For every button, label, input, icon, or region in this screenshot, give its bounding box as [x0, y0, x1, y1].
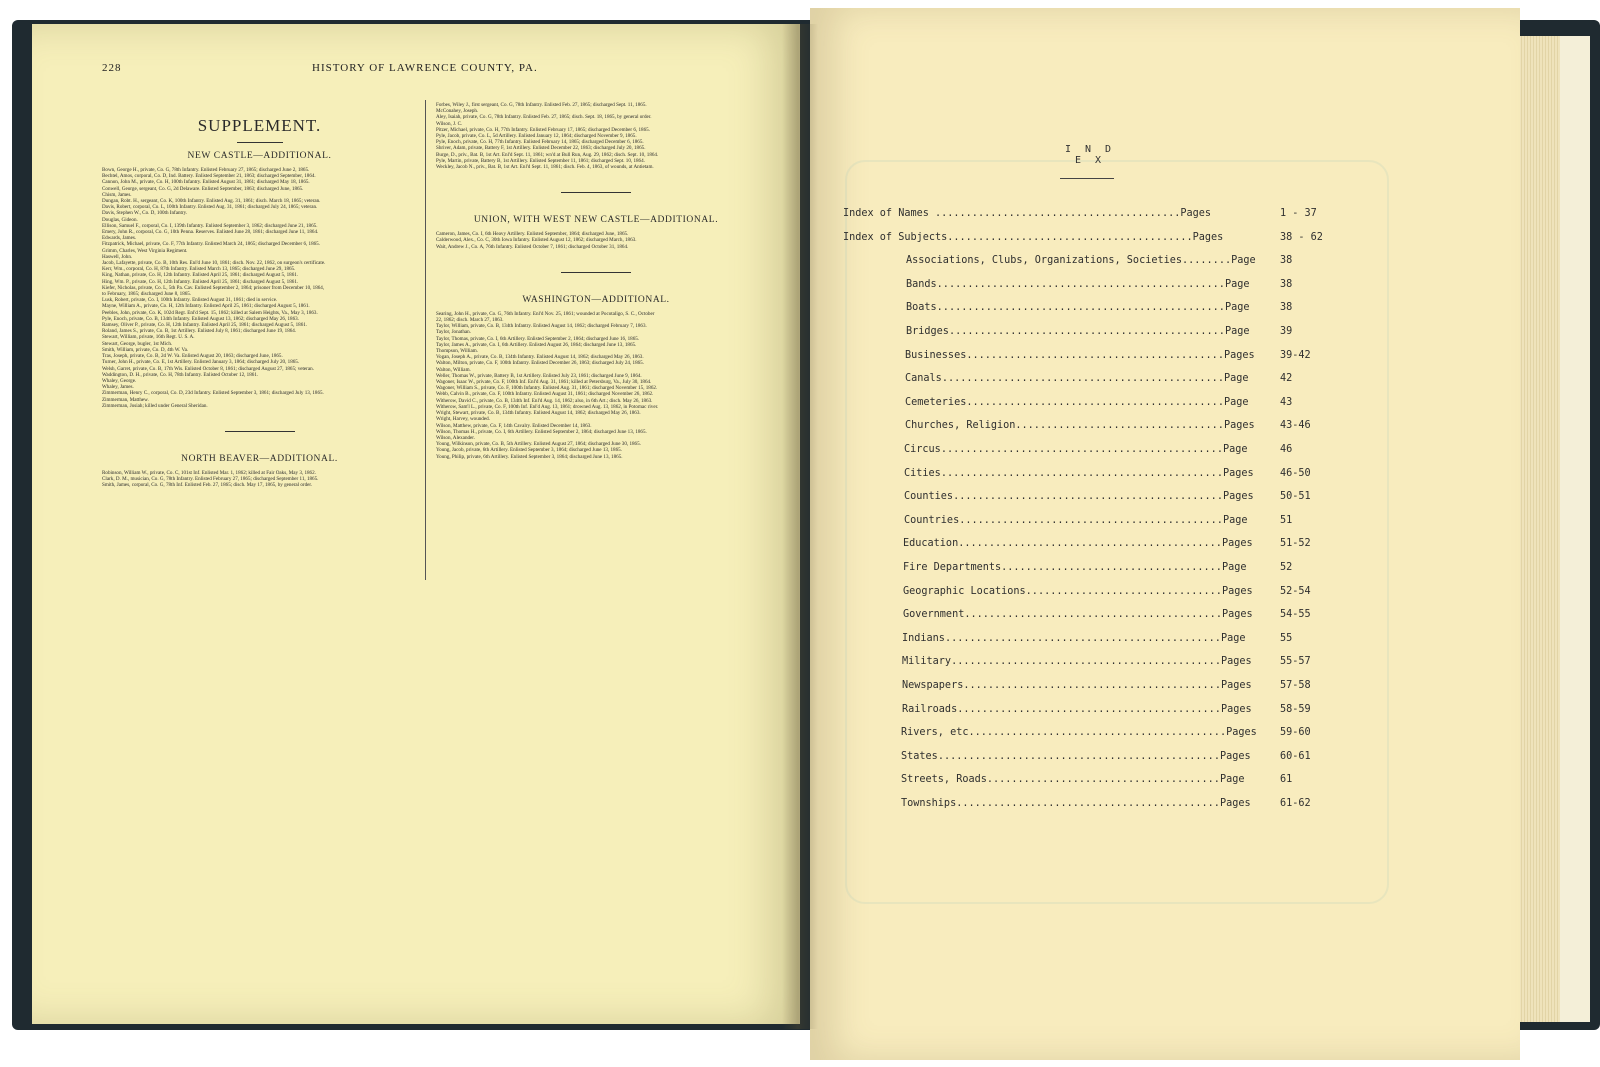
index-row: [902, 656, 1340, 672]
entry-line: Weller, Thomas W., private, Battery B, 1st Artillery. Enlisted July 23, 1861; discharged June 9, 1864.: [436, 372, 642, 379]
index-row: [901, 727, 1340, 743]
entry-line: Wilson, J. C.: [436, 120, 463, 127]
index-row-page-number: 1 - 37: [1280, 208, 1317, 219]
entry-line: Young, Jacob, private, 6th Artillery. Enlisted September 3, 1864; discharged June 13, 1865.: [436, 447, 622, 454]
index-row-label: Bridges: [906, 326, 949, 337]
index-row: [902, 633, 1340, 649]
index-row: [903, 609, 1340, 625]
index-row-page-number: 38: [1280, 255, 1293, 266]
index-row-label: Streets, Roads: [901, 774, 987, 785]
index-row-label: Boats: [906, 302, 937, 313]
entry-line: Wait, Andrew J., Co. A, 76th Infantry. Enlisted October 7, 1861; discharged October 31, 1864.: [436, 243, 629, 250]
book-gutter: [782, 24, 818, 1029]
index-row-leader: ................................: [1025, 586, 1222, 597]
index-row: [902, 680, 1340, 696]
index-row-page-number: 46-50: [1280, 468, 1311, 479]
index-row-page-word: Page: [1224, 279, 1250, 290]
entry-line: Stewart, George, bugler, 1st Mich.: [102, 340, 173, 347]
entry-line: Pitzer, Michael, private, Co. H, 77th Infantry. Enlisted February 17, 1865; discharged December 6, 1865.: [436, 126, 650, 133]
index-row-page-word: Page: [1231, 255, 1256, 266]
entry-line: 22, 1862; disch. March 27, 1863.: [436, 317, 504, 324]
index-row-page-number: 54-55: [1280, 609, 1311, 620]
entry-line: Peebles, John, private, Co. K, 102d Regt. Enl'd Sept. 15, 1862; killed at Salem Heights, Va., May 3, 1863.: [102, 309, 318, 316]
column-rule: [425, 100, 426, 580]
entry-list: [102, 470, 417, 489]
index-row-label: Fire Departments: [903, 562, 1002, 573]
entry-line: Chism, James.: [102, 191, 132, 198]
entry-line: Conwell, George, sergeant, Co. G, 2d Delaware. Enlisted September, 1863; discharged June, 1865.: [102, 185, 304, 192]
index-row-leader: ..................................: [1015, 420, 1224, 431]
index-row-leader: ..........................................: [966, 350, 1224, 361]
index-row-leader: ...............................................: [936, 279, 1225, 290]
entry-line: Emery, John R., corporal, Co. G, 10th Penna. Reserves. Enlisted June 28, 1861; discharged June 11, 1864.: [102, 229, 319, 236]
section-heading: NEW CASTLE—ADDITIONAL.: [187, 151, 332, 161]
entry-line: Pyle, Martin, private, Battery B, 1st Artillery. Enlisted September 11, 1861; discharged Sept. 10, 1864.: [436, 157, 645, 164]
index-row-page-word: Pages: [1221, 538, 1253, 549]
index-row-page-number: 60-61: [1280, 751, 1311, 762]
index-row-page-word: Page: [1224, 302, 1250, 313]
entry-line: Witherow, David C., private, Co. B, 134th Inf. Enl'd Aug. 14, 1862; also, in 6th Art.; disch. May 26, 1863.: [436, 397, 653, 404]
index-row-page-word: Page: [1223, 397, 1249, 408]
entry-list: [436, 231, 756, 250]
entry-line: Ellison, Samuel F., corporal, Co. I, 139th Infantry. Enlisted September 3, 1862; discharged June 21, 1865.: [102, 222, 318, 229]
index-row-page-word: Pages: [1226, 727, 1257, 738]
entry-line: Ramsey, Oliver P., private, Co. H, 12th Infantry. Enlisted April 25, 1861; discharged August 5, 1861.: [102, 322, 308, 329]
entry-line: Zimmerman, Josiah; killed under General Sheridan.: [102, 402, 208, 409]
entry-line: Cannon, John M., private, Co. H, 100th Infantry. Enlisted August 31, 1861; discharged May 18, 1865.: [102, 179, 310, 186]
entry-line: Pyle, Enoch, private, Co. H, 77th Infantry. Enlisted February 14, 1865; discharged December 6, 1865.: [436, 139, 644, 146]
running-title: HISTORY OF LAWRENCE COUNTY, PA.: [312, 62, 538, 74]
index-row-page-number: 39: [1280, 326, 1293, 337]
index-row-page-word: Pages: [1223, 350, 1255, 361]
index-row-label: Index of Subjects: [843, 232, 948, 243]
entry-line: Turner, John H., private, Co. E, 1st Artillery. Enlisted January 3, 1864; discharged July 20, 1865.: [102, 359, 300, 366]
index-row-leader: ....................................: [1001, 562, 1222, 573]
index-row: [906, 279, 1340, 295]
index-row-label: Circus: [904, 444, 941, 455]
index-row-page-word: Page: [1222, 515, 1248, 526]
entry-line: Robinson, William W., private, Co. C, 101st Inf. Enlisted Mar. 1, 1862; killed at Fair Oaks, May 3, 1862.: [102, 469, 316, 476]
title-rule: [237, 142, 283, 143]
index-row-page-word: Pages: [1180, 208, 1212, 219]
index-row-label: Cemeteries: [905, 397, 967, 408]
index-row-page-number: 52-54: [1280, 586, 1311, 597]
index-row-label: Railroads: [902, 704, 958, 715]
entry-line: Mayne, William A., private, Co. H, 12th Infantry. Enlisted April 25, 1861; discharged August 5, 1861.: [102, 303, 310, 310]
index-row: [901, 798, 1340, 814]
index-row-label: Rivers, etc: [901, 727, 969, 738]
entry-line: Davis, Robert, corporal, Co. L, 100th Infantry. Enlisted Aug. 31, 1861; discharged July 24, 1865; veteran.: [102, 204, 318, 211]
entry-line: Zimmerman, Matthew.: [102, 396, 149, 403]
index-row-leader: ..............................................: [937, 751, 1220, 762]
entry-line: Pyle, Enoch, private, Co. B, 134th Infantry. Enlisted August 13, 1862; discharged May 26, 1863.: [102, 315, 299, 322]
index-row-label: Businesses: [905, 350, 967, 361]
section-rule: [561, 272, 631, 273]
entry-line: Young, Philip, private, 6th Artillery. Enlisted September 3, 1864; discharged June 13, 1865.: [436, 453, 623, 460]
index-row: [843, 232, 1340, 248]
entry-line: Taylor, William, private, Co. B, 134th Infantry. Enlisted August 14, 1862; discharged February 7, 1863.: [436, 323, 647, 330]
index-row-page-number: 55-57: [1280, 656, 1311, 667]
index-row-page-word: Pages: [1219, 751, 1251, 762]
entry-list: [102, 167, 417, 409]
index-row: [904, 515, 1340, 531]
entry-line: Bown, George H., private, Co. G, 78th Infantry. Enlisted February 27, 1865; discharged June 2, 1865.: [102, 167, 310, 173]
index-row-label: Military: [902, 656, 952, 667]
index-row: [905, 350, 1340, 366]
watermark-frame: [845, 160, 1389, 904]
index-row-label: Index of Names: [843, 208, 929, 219]
index-row-page-number: 57-58: [1280, 680, 1311, 691]
entry-line: Douglas, Gideon.: [102, 216, 138, 223]
entry-line: Haswell, John.: [102, 253, 133, 260]
entry-line: Wright, Harvey, wounded.: [436, 416, 490, 423]
index-row-page-word: Pages: [1223, 420, 1255, 431]
index-row-page-word: Page: [1224, 326, 1250, 337]
index-row-leader: ..........................................: [963, 680, 1221, 691]
index-row-page-word: Page: [1223, 373, 1249, 384]
index-row-leader: .............................................: [944, 633, 1221, 644]
index-row-page-number: 58-59: [1280, 704, 1311, 715]
index-row-leader: ...........................................: [958, 538, 1222, 549]
index-row-leader: ...........................................: [956, 798, 1220, 809]
index-row-label: States: [901, 751, 938, 762]
index-row-page-number: 38: [1280, 279, 1293, 290]
entry-line: Zimmerman, Henry C., corporal, Co. D, 23d Infantry. Enlisted September 3, 1861; discharged July 13, 1865.: [102, 390, 324, 397]
entry-line: Cameron, James, Co. I, 6th Heavy Artillery. Enlisted September, 1864; discharged June, 1865.: [436, 231, 629, 238]
index-row-page-number: 42: [1280, 373, 1293, 384]
entry-line: Smith, James, corporal, Co. G, 78th Inf. Enlisted Feb. 27, 1865; disch. May 17, 1865, by general order.: [102, 482, 313, 489]
index-row: [906, 326, 1340, 342]
entry-line: Young, Wilkinson, private, Co. B, 5th Artillery. Enlisted August 27, 1864; discharged June 30, 1865.: [436, 441, 641, 448]
index-row-leader: ........................................: [928, 208, 1181, 219]
page-edge-light: [1560, 36, 1590, 1022]
index-row-page-number: 38: [1280, 302, 1293, 313]
index-row-leader: ...........................................: [959, 515, 1223, 526]
index-row-page-number: 55: [1280, 633, 1293, 644]
entry-line: Kerr, Wm., corporal, Co. H, 87th Infantry. Enlisted March 13, 1865; discharged June 29, 1865.: [102, 266, 296, 273]
entry-line: Dungan, Robt. H., sergeant, Co. K, 100th Infantry. Enlisted Aug. 31, 1861; disch. March 18, 1865; veteran.: [102, 198, 321, 205]
index-row-page-number: 39-42: [1280, 350, 1311, 361]
index-row: [904, 491, 1340, 507]
index-row-page-word: Pages: [1222, 468, 1254, 479]
index-row: [843, 208, 1340, 224]
index-row-label: Canals: [905, 373, 942, 384]
index-row-leader: ......................................: [986, 774, 1220, 785]
index-row-label: Newspapers: [902, 680, 964, 691]
index-row-leader: ..............................................: [941, 373, 1224, 384]
index-row: [901, 774, 1340, 790]
entry-line: Whaley, James.: [102, 384, 134, 391]
index-row-leader: ...........................................: [957, 704, 1221, 715]
index-row-leader: ..........................................: [964, 609, 1222, 620]
index-row: [902, 704, 1340, 720]
entry-line: Taylor, James A., private, Co. I, 6th Artillery. Enlisted August 26, 1864; discharged June 13, 1865.: [436, 341, 637, 348]
entry-line: Wilson, Alexander.: [436, 434, 475, 441]
index-row-label: Countries: [904, 515, 960, 526]
index-row: [903, 538, 1340, 554]
index-row-page-word: Pages: [1219, 798, 1251, 809]
index-row-leader: ........: [1182, 255, 1232, 266]
index-row-page-word: Pages: [1220, 704, 1252, 715]
entry-line: Kiefer, Nicholas, private, Co. L, 5th Pa. Cav. Enlisted September 2, 1864; prisoner from December 10, 1864,: [102, 284, 325, 291]
entry-line: Grimm, Charles, West Virginia Regiment.: [102, 247, 188, 254]
entry-line: Jacob, Lafayette, private, Co. B, 10th Res. Enl'd June 10, 1861; disch. Nov. 22, 1862, on surgeon's certificate.: [102, 260, 326, 267]
index-row-label: Counties: [904, 491, 954, 502]
entry-line: Thompson, William.: [436, 348, 479, 355]
index-row-leader: ..........................................: [966, 397, 1224, 408]
entry-line: Clark, D. M., musician, Co. G, 78th Infantry. Enlisted February 27, 1865; discharged September 11, 1865.: [102, 476, 319, 483]
index-row: [904, 444, 1340, 460]
entry-list: [436, 102, 756, 170]
entry-line: Stewart, William, private, 16th Regt. U. S. A.: [102, 334, 195, 341]
section-heading: WASHINGTON—ADDITIONAL.: [522, 294, 670, 305]
index-row-leader: ...............................................: [936, 302, 1225, 313]
index-row-leader: ............................................: [951, 656, 1221, 667]
entry-line: Tras, Joseph, private, Co. B, 2d W. Va. Enlisted August 20, 1863; discharged June, 1865.: [102, 353, 283, 360]
index-row: [906, 302, 1340, 318]
index-row-page-number: 59-60: [1280, 727, 1311, 738]
entry-line: Waddington, D. H., private, Co. H, 78th Infantry. Enlisted October 12, 1861.: [102, 371, 259, 378]
index-row: [905, 373, 1340, 389]
index-row-page-word: Page: [1219, 774, 1245, 785]
entry-line: Pyle, Jacob, private, Co. L, 5d Artillery. Enlisted January 12, 1864; discharged November 9, 1865.: [436, 133, 637, 140]
entry-line: Walton, Milton, private, Co. F, 100th Infantry. Enlisted December 26, 1863; discharged July 24, 1865.: [436, 360, 644, 367]
entry-line: Aley, Isaiah, private, Co. G, 78th Infantry. Enlisted Feb. 27, 1865; disch. Sept. 18, 1865, by general order.: [436, 114, 652, 121]
entry-line: Smith, William, private, Co. D, 4th W. Va.: [102, 346, 189, 353]
index-row-leader: ..........................................: [968, 727, 1227, 738]
index-row: [903, 586, 1340, 602]
entry-line: Searing, John H., private, Co. G, 76th Infantry. Enl'd Nov. 25, 1861; wounded at Pocotaligo, S. C., October: [436, 310, 655, 317]
index-row-page-number: 61: [1280, 774, 1293, 785]
index-row: [905, 397, 1340, 413]
entry-line: Calderwood, Alex., Co. C, 30th Iowa Infantry. Enlisted August 12, 1862; discharged March, 1863.: [436, 237, 637, 244]
section-rule: [561, 192, 631, 193]
index-row-label: Churches, Religion: [905, 420, 1016, 431]
entry-line: Bechtel, Amos, corporal, Co. D, Ind. Battery. Enlisted September 21, 1863; discharged September, 1864.: [102, 173, 316, 180]
index-row-page-number: 61-62: [1280, 798, 1311, 809]
entry-line: Whaley, George.: [102, 377, 137, 384]
entry-line: Shriver, Adam, private, Battery F, 1st Artillery. Enlisted December 22, 1863; discharged July 20, 1865.: [436, 145, 646, 152]
entry-list: [436, 311, 756, 460]
index-row: [903, 562, 1340, 578]
index-row-page-number: 50-51: [1280, 491, 1311, 502]
index-row-label: Geographic Locations: [903, 586, 1026, 597]
index-row: [901, 751, 1340, 767]
section-heading: NORTH BEAVER—ADDITIONAL.: [181, 453, 338, 464]
entry-line: Taylor, Jonathan.: [436, 329, 471, 336]
entry-line: Walton, William.: [436, 366, 471, 373]
entry-line: Vogan, Joseph A., private, Co. B, 134th Infantry. Enlisted August 14, 1862; discharged May 26, 1863.: [436, 354, 644, 361]
index-row-page-number: 43-46: [1280, 420, 1311, 431]
index-row-leader: ........................................: [947, 232, 1193, 243]
index-row-page-number: 51-52: [1280, 538, 1311, 549]
index-title-underline: [1060, 178, 1114, 179]
index-row-page-word: Pages: [1220, 680, 1252, 691]
entry-line: Lusk, Robert, private, Co. I, 100th Infantry. Enlisted August 31, 1861; died in service.: [102, 297, 278, 304]
entry-line: McConahey, Joseph.: [436, 108, 479, 115]
index-row-page-word: Pages: [1221, 586, 1253, 597]
index-row: [906, 255, 1340, 271]
section-heading: UNION, WITH WEST NEW CASTLE—ADDITIONAL.: [473, 215, 719, 226]
page-number: 228: [102, 62, 122, 74]
index-row-leader: ..............................................: [940, 468, 1223, 479]
index-row-label: Townships: [901, 798, 957, 809]
entry-line: Burge, D., priv., Bat. B, 1st Art. Enl'd Sept. 11, 1861; wn'd at Bull Run, Aug. 29, 1862; disch. Sept. 10, 1864.: [436, 151, 659, 158]
entry-line: Hing, Wm. P., private, Co. H, 12th Infantry. Enlisted April 25, 1861; discharged August 5, 1861.: [102, 278, 299, 285]
entry-line: Wilson, Matthew, private, Co. F, 14th Cavalry. Enlisted December 14, 1863.: [436, 422, 592, 429]
entry-line: Wagoner, Isaac W., private, Co. F, 100th Inf. Enl'd Aug. 31, 1861; killed at Petersburg, Va., July 30, 1864.: [436, 379, 652, 386]
index-row-leader: .............................................: [948, 326, 1225, 337]
index-row-label: Education: [903, 538, 959, 549]
index-row-label: Indians: [902, 633, 945, 644]
entry-line: Forbes, Wiley J., first sergeant, Co. G, 78th Infantry. Enlisted Feb. 27, 1865; discharged Sept. 11, 1865.: [436, 102, 647, 108]
entry-line: Taylor, Thomas, private, Co. I, 6th Artillery. Enlisted September 2, 1864; discharged June 16, 1865.: [436, 335, 640, 342]
index-row-page-number: 51: [1280, 515, 1293, 526]
entry-line: Davis, Stephen W., Co. D, 100th Infantry.: [102, 210, 188, 217]
entry-line: Edwards, James.: [102, 235, 137, 242]
entry-line: to February, 1865; discharged June 8, 1865.: [102, 291, 192, 298]
entry-line: Roland, James S., private, Co. B, 1st Artillery. Enlisted July 8, 1861; discharged June 19, 1864.: [102, 328, 297, 335]
index-row-page-word: Page: [1222, 444, 1248, 455]
index-title: I N D E X: [1064, 144, 1116, 166]
index-row-page-word: Pages: [1220, 656, 1252, 667]
index-row-page-word: Page: [1220, 633, 1246, 644]
entry-line: Welsh, Garret, private, Co. B, 17th Wis. Enlisted October 8, 1861; discharged August 27, 1865; veteran.: [102, 365, 314, 372]
right-column: [436, 102, 756, 460]
index-row-page-number: 46: [1280, 444, 1293, 455]
entry-line: Wright, Stewart, private, Co. B, 134th Infantry. Enlisted August 14, 1862; discharged May 26, 1863.: [436, 410, 641, 417]
index-row-page-word: Pages: [1192, 232, 1224, 243]
index-row-leader: ..............................................: [940, 444, 1223, 455]
index-row-label: Cities: [904, 468, 941, 479]
entry-line: Fitzpatrick, Michael, private, Co. F, 77th Infantry. Enlisted March 24, 1865; discharged December 6, 1865.: [102, 241, 321, 248]
entry-line: Wilson, Thomas H., private, Co. I, 6th Artillery. Enlisted September 2, 1864; discharged June 13, 1865.: [436, 428, 647, 435]
entry-line: Webb, Calvin B., private, Co. F, 100th Infantry. Enlisted August 31, 1861; discharged November 26, 1862.: [436, 391, 654, 398]
index-row-page-word: Pages: [1222, 491, 1254, 502]
index-row-label: Bands: [906, 279, 937, 290]
section-rule: [225, 431, 295, 432]
index-row-page-word: Pages: [1221, 609, 1253, 620]
entry-line: King, Nathan, private, Co. H, 12th Infantry. Enlisted April 25, 1861; discharged August 5, 1861.: [102, 272, 299, 279]
index-row-label: Government: [903, 609, 965, 620]
left-column: [102, 108, 417, 489]
entry-line: Wagoner, William S., private, Co. F, 100th Infantry. Enlisted Aug. 31, 1861; discharged November 15, 1862.: [436, 385, 658, 392]
supplement-title: SUPPLEMENT.: [197, 116, 322, 135]
index-row-page-word: Page: [1221, 562, 1247, 573]
index-row-page-number: 52: [1280, 562, 1293, 573]
entry-line: Witherow, Sam'l L., private, Co. F, 100th Inf. Enl'd Aug. 13, 1861; drowned Aug. 13, 1862, in Potomac river.: [436, 403, 659, 410]
entry-line: Weckley, Jacob N., priv., Bat. B, 1st Art. Enl'd Sept. 11, 1861; disch. Feb. 4, 1863, of wounds, at Antietam.: [436, 164, 654, 171]
index-row-page-number: 43: [1280, 397, 1293, 408]
index-row: [905, 420, 1340, 436]
index-row: [904, 468, 1340, 484]
index-row-leader: ............................................: [953, 491, 1223, 502]
index-row-page-number: 38 - 62: [1280, 232, 1323, 243]
index-row-label: Associations, Clubs, Organizations, Societies: [906, 255, 1183, 266]
